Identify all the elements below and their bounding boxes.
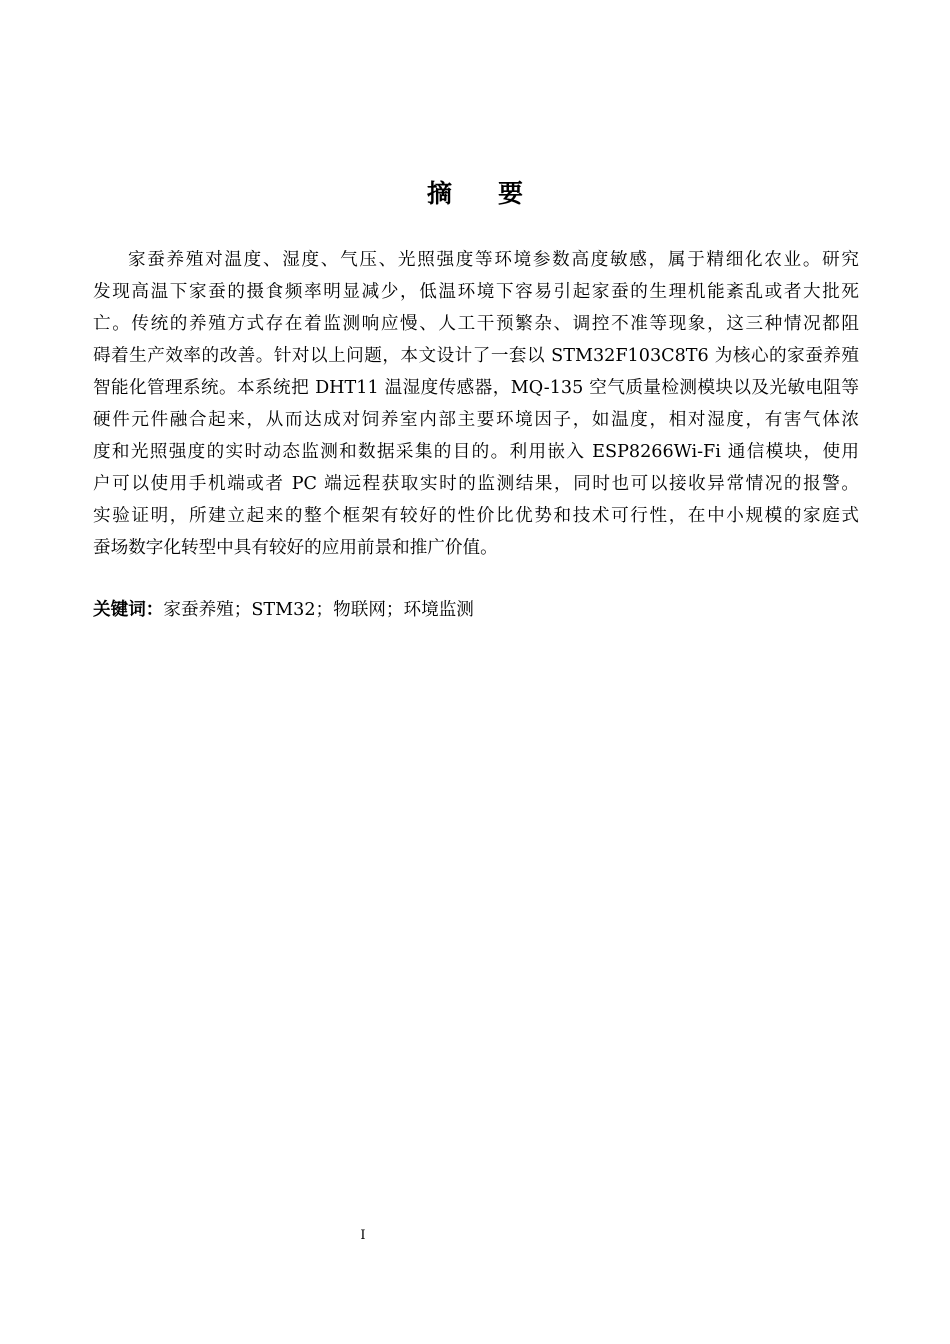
- title-char-1: 摘: [426, 179, 452, 208]
- keywords-line: [93, 594, 474, 626]
- abstract-body: [93, 244, 859, 564]
- page-number: I: [360, 1228, 366, 1243]
- abstract-line: 家蚕养殖对温度、湿度、气压、光照强度等环境参数高度敏感，属于精细化农业。研究: [128, 250, 859, 270]
- keywords-text: 家蚕养殖；STM32；物联网；环境监测: [163, 600, 474, 620]
- title-char-2: 要: [498, 179, 524, 208]
- abstract-line: 蚕场数字化转型中具有较好的应用前景和推广价值。: [93, 538, 498, 558]
- abstract-line: 亡。传统的养殖方式存在着监测响应慢、人工干预繁杂、调控不准等现象，这三种情况都阻: [93, 314, 859, 334]
- abstract-line: 发现高温下家蚕的摄食频率明显减少，低温环境下容易引起家蚕的生理机能紊乱或者大批死: [93, 282, 859, 302]
- abstract-line: 户可以使用手机端或者 PC 端远程获取实时的监测结果，同时也可以接收异常情况的报警。: [93, 474, 859, 494]
- abstract-line: 智能化管理系统。本系统把 DHT11 温湿度传感器，MQ-135 空气质量检测模块以及光敏电阻等: [93, 378, 859, 398]
- abstract-title: [0, 174, 950, 214]
- abstract-line: 实验证明，所建立起来的整个框架有较好的性价比优势和技术可行性，在中小规模的家庭式: [93, 506, 859, 526]
- abstract-line: 碍着生产效率的改善。针对以上问题，本文设计了一套以 STM32F103C8T6 为核心的家蚕养殖: [93, 346, 859, 366]
- keywords-label: 关键词：: [93, 600, 164, 620]
- abstract-line: 度和光照强度的实时动态监测和数据采集的目的。利用嵌入 ESP8266Wi-Fi 通信模块，使用: [93, 442, 859, 462]
- abstract-line: 硬件元件融合起来，从而达成对饲养室内部主要环境因子，如温度，相对湿度，有害气体浓: [93, 410, 859, 430]
